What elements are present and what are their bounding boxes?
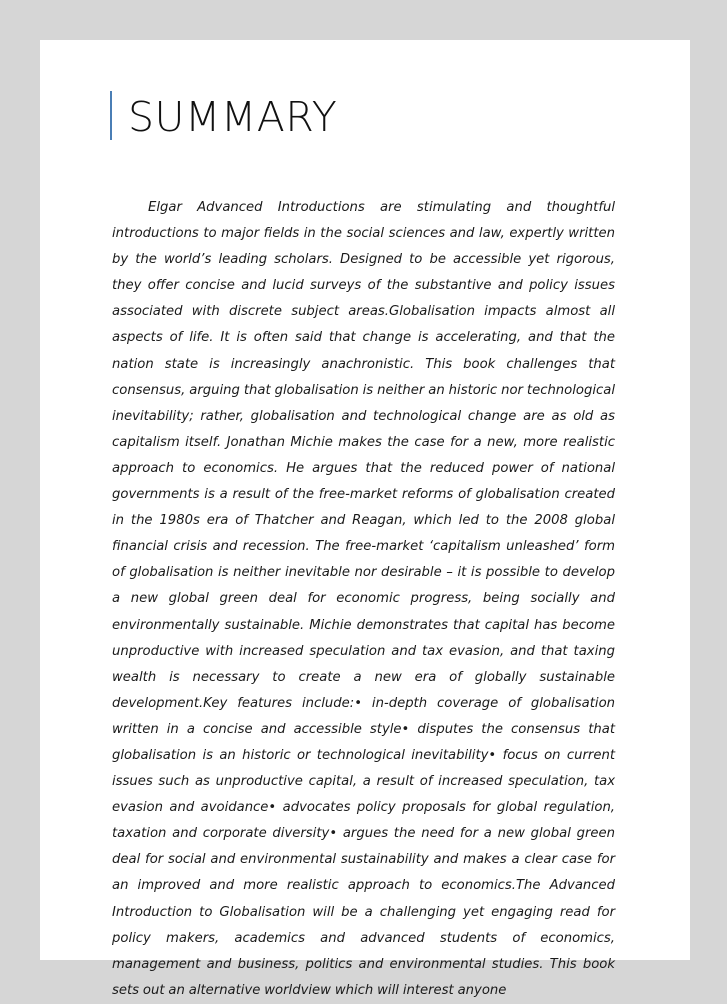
summary-paragraph: Elgar Advanced Introductions are stimulating and thoughtful introductions to major fields in the social sciences and law, expertly written by the world’s leading scholars. Designed to be accessible yet rigorous, they offer concise and lucid surveys of the substantive and policy issues associated with discrete subject areas.Globalisation impacts almost all aspects of life. It is often said that change is accelerating, and that the nation state is increasingly anachronistic. This book challenges that consensus, arguing that globalisation is neither an historic nor technological inevitability; rather, globalisation and technological change are as old as capitalism itself. Jonathan Michie makes the case for a new, more realistic approach to economics. He argues that the reduced power of national governments is a result of the free-market reforms of globalisation created in the 1980s era of Thatcher and Reagan, which led to the 2008 global financial crisis and recession. The free-market ‘capitalism unleashed’ form of globalisation is neither inevitable nor desirable – it is possible to develop a new global green deal for economic progress, being socially and environmentally sustainable. Michie demonstrates that capital has become unproductive with increased speculation and tax evasion, and that taxing wealth is necessary to create a new era of globally sustainable development.Key features include:• in-depth coverage of globalisation written in a concise and accessible style• disputes the consensus that globalisation is an historic or technological inevitability• focus on current issues such as unproductive capital, a result of increased speculation, tax evasion and avoidance• advocates policy proposals for global regulation, taxation and corporate diversity• argues the need for a new global green deal for social and environmental sustainability and makes a clear case for an improved and more realistic approach to economics.The Advanced Introduction to Globalisation will be a challenging yet engaging read for policy makers, academics and advanced students of economics, management and business, politics and environmental studies. This book sets out an alternative worldview which will interest anyone <box>112 200 615 998</box>
page-title: SUMMARY <box>128 93 338 141</box>
document-page <box>40 40 690 998</box>
title-accent-bar <box>110 91 112 140</box>
